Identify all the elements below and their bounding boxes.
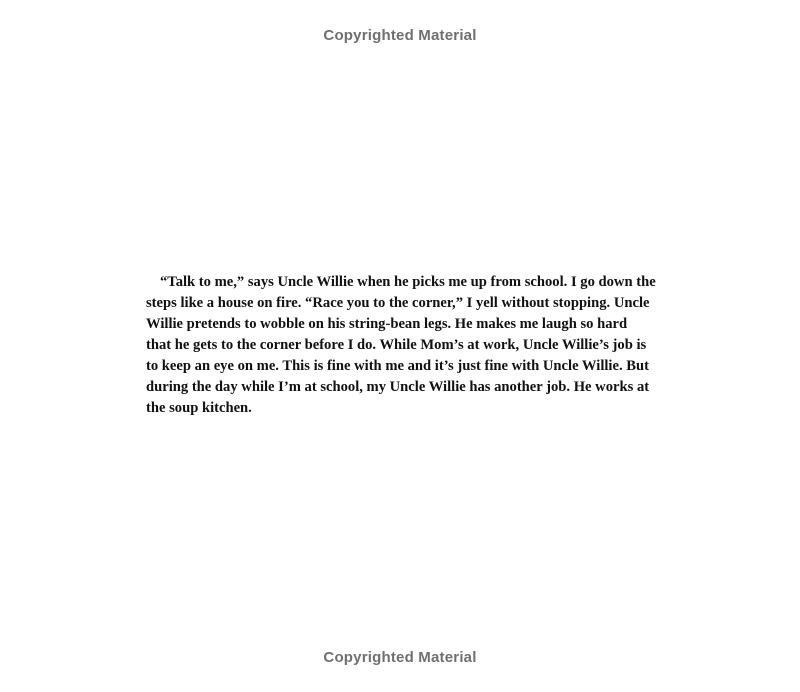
paragraph-line: during the day while I’m at school, my Uncle Willie has another job. He works at xyxy=(146,379,650,395)
copyright-watermark-bottom: Copyrighted Material xyxy=(323,649,477,666)
story-paragraph xyxy=(146,272,656,419)
paragraph-line: steps like a house on fire. “Race you to the corner,” I yell without stopping. Uncle xyxy=(146,295,650,311)
paragraph-line: to keep an eye on me. This is fine with me and it’s just fine with Uncle Willie. But xyxy=(146,358,649,374)
paragraph-line: “Talk to me,” says Uncle Willie when he picks me up from school. I go down the xyxy=(160,274,656,290)
copyright-watermark-top: Copyrighted Material xyxy=(323,27,477,44)
paragraph-line: Willie pretends to wobble on his string-bean legs. He makes me laugh so hard xyxy=(146,316,628,332)
paragraph-line: the soup kitchen. xyxy=(146,400,252,416)
paragraph-line: that he gets to the corner before I do. While Mom’s at work, Uncle Willie’s job is xyxy=(146,337,647,353)
